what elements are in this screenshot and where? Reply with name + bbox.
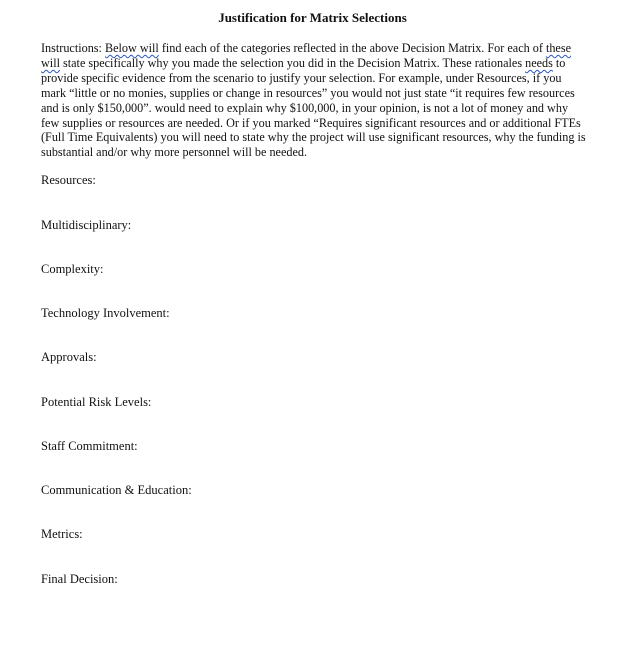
field-technology-involvement: Technology Involvement: [41, 306, 170, 320]
grammar-flag-needs[interactable]: needs [525, 55, 553, 70]
field-staff-commitment: Staff Commitment: [41, 439, 138, 453]
field-metrics: Metrics: [41, 527, 83, 541]
field-resources: Resources: [41, 173, 96, 187]
instructions-text-2: find each of the categories reflected in the above Decision Matrix. For each of [158, 41, 546, 55]
field-potential-risk-levels: Potential Risk Levels: [41, 395, 152, 409]
field-final-decision: Final Decision: [41, 572, 118, 586]
field-complexity: Complexity: [41, 262, 104, 276]
instructions-lead: Instructions: [41, 41, 105, 55]
grammar-flag-below-will[interactable]: Below will [104, 41, 159, 55]
instructions-paragraph [41, 41, 589, 160]
field-multidisciplinary: Multidisciplinary: [41, 218, 132, 232]
document-title: Justification for Matrix Selections [218, 10, 407, 25]
instructions-text-3: state specifically why you made the selection you did in the Decision Matrix. These rationales [59, 55, 526, 70]
field-communication-education: Communication & Education: [41, 483, 192, 497]
grammar-flag-these-will[interactable]: these will [41, 41, 571, 70]
instructions-text-4: to provide specific evidence from the scenario to justify your selection. For example, under Resources, if you mark “little or no monies, supplies or change in resources” you would not just state “it requires few resources and is only $150,000”. would need to explain why $100,000, in your opinion, is not a lot of money and why few supplies or resources are needed. Or if you marked “Requires significant resources and or additional FTEs (Full Time Equivalents) you will need to state why the project will use significant resources, why the funding is substantial and/or why more personnel will be needed. [41, 55, 586, 160]
field-approvals: Approvals: [41, 350, 97, 364]
